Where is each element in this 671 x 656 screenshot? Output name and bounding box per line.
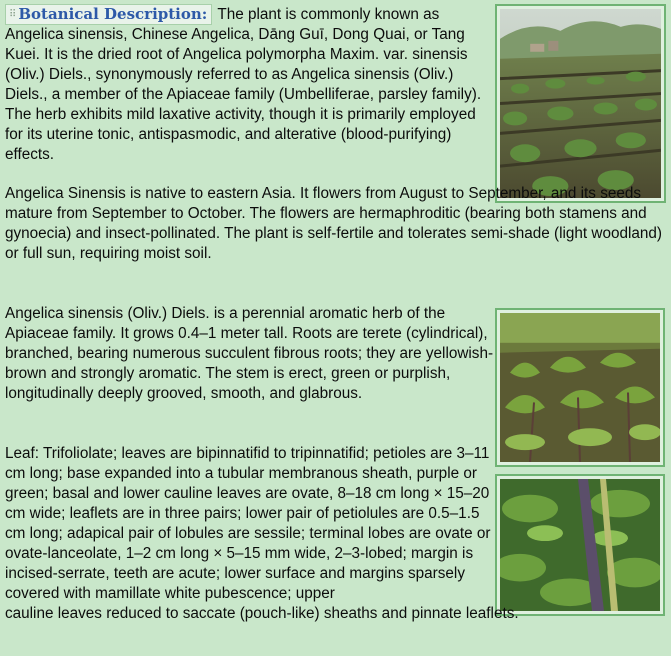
drag-handle-icon[interactable]: ⠿	[9, 9, 17, 20]
paragraph-morphology	[5, 304, 495, 404]
paragraph-common-names-text: The plant is commonly known as Angelica sinensis, Chinese Angelica, Dāng Guī, Dong Quai, or Tang Kuei. It is the dried root of Angelica polymorpha Maxim. var. sinensis (Oliv.) Diels., synonymously referred to as Angelica sinensis (Oliv.) Diels., a member of the Apiaceae family (Umbelliferae, parsley family). The herb exhibits mild laxative activity, though it is primarily employed for its uterine tonic, antispasmodic, and alterative (blood-purifying) effects.	[5, 6, 482, 163]
paragraph-common-names	[5, 4, 493, 165]
paragraph-leaf-last-line: cauline leaves reduced to saccate (pouch-like) sheaths and pinnate leaflets.	[5, 605, 519, 622]
section-heading	[5, 4, 212, 25]
field-landscape-image	[500, 9, 661, 198]
plant-rows-photo	[495, 308, 665, 467]
paragraph-morphology-text: Angelica sinensis (Oliv.) Diels. is a perennial aromatic herb of the Apiaceae family. It grows 0.4–1 meter tall. Roots are terete (cylindrical), branched, bearing numerous succulent fibrous roots; they are yellowish-brown and strongly aromatic. The stem is erect, green or purplish, longitudinally deeply grooved, smooth, and glabrous.	[5, 305, 494, 402]
section-heading-text: Botanical Description:	[18, 5, 208, 23]
stem-closeup-photo	[495, 474, 665, 616]
paragraph-habitat-text: Angelica Sinensis is native to eastern Asia. It flowers from August to September, and its seeds mature from September to October. The flowers are hermaphroditic (bearing both stamens and gynoecia) and insect-pollinated. The plant is self-fertile and tolerates semi-shade (light woodland) or full sun, requiring moist soil.	[5, 185, 662, 262]
paragraph-leaf-text: Leaf: Trifoliolate; leaves are bipinnatifid to tripinnatifid; petioles are 3–11 cm long; base expanded into a tubular membranous sheath, purple or green; basal and lower cauline leaves are ovate, 8–18 cm long × 15–20 cm wide; leaflets are in three pairs; lower pair of petiolules are 0.5–1.5 cm long; adapical pair of lobules are sessile; terminal lobes are ovate or ovate-lanceolate, 1–2 cm long × 5–15 mm wide, 2–3-lobed; margin is incised-serrate, teeth are acute; lower surface and margins sparsely covered with mamillate white pubescence; upper	[5, 445, 491, 602]
stem-closeup-image	[500, 479, 660, 611]
paragraph-habitat	[5, 184, 668, 264]
plant-rows-image	[500, 313, 660, 462]
paragraph-leaf	[5, 444, 519, 624]
field-landscape-photo	[495, 4, 666, 203]
